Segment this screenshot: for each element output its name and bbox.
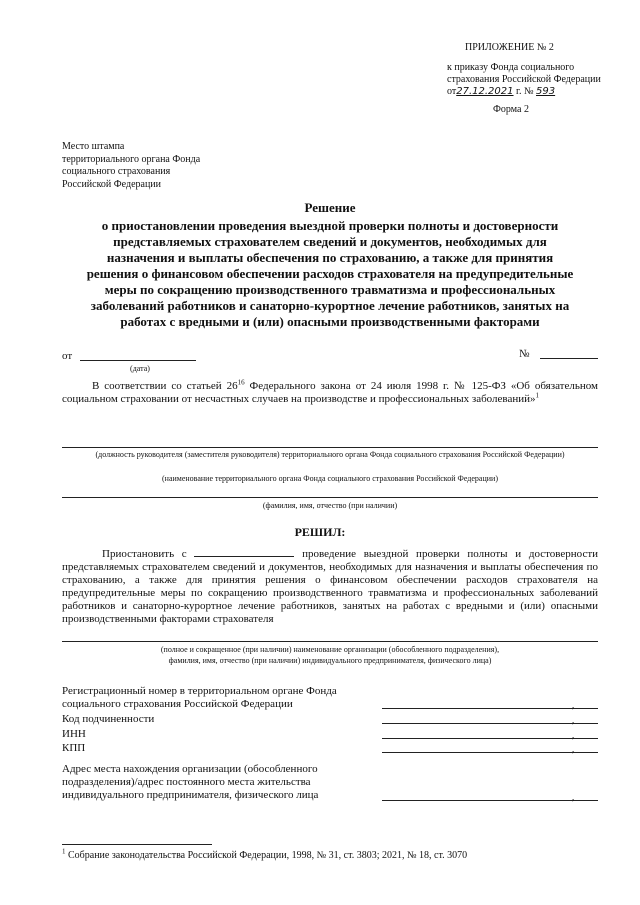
- title-line: представляемых страхователем сведений и документов, необходимых для: [113, 234, 547, 249]
- fio-caption: (фамилия, имя, отчество (при наличии): [262, 501, 398, 510]
- decision-paragraph: [62, 546, 598, 626]
- stamp-line: территориального органа Фонда: [62, 153, 201, 165]
- order-date-prefix: от: [447, 86, 457, 97]
- from-label: от: [62, 350, 73, 362]
- address-label-3: индивидуального предпринимателя, физического лица: [62, 789, 319, 801]
- address-label-2: подразделения)/адрес постоянного места жительства: [62, 776, 311, 788]
- footnote-reference: 1: [535, 391, 540, 400]
- title-heading: Решение: [304, 200, 356, 215]
- stamp-line: социального страхования: [62, 166, 171, 177]
- number-field[interactable]: [540, 358, 598, 359]
- footnote: [62, 847, 468, 862]
- subordination-field[interactable]: [382, 723, 598, 724]
- form-number: Форма 2: [493, 104, 529, 115]
- order-number-prefix: г. №: [516, 86, 534, 97]
- kpp-label: КПП: [62, 742, 86, 754]
- date-caption: (дата): [130, 364, 150, 373]
- decision-text-end: проведение выездной проверки полноты и достоверности представляемых страхователем сведений и документов, необходимых для назначения и выплаты обеспечения по страхованию, а также для принятия решения о финансовом обеспечении расходов страхователя на предупредительные меры по сокращению производственного травматизма и профессиональных заболеваний работников и санаторно-курортное лечение работников, занятых на работах с вредными и (или) опасными производственными факторами страхователя: [62, 548, 599, 625]
- legal-basis-paragraph: [62, 380, 598, 406]
- appendix-number: ПРИЛОЖЕНИЕ № 2: [465, 42, 554, 53]
- fio-field[interactable]: [62, 497, 598, 498]
- title-line: меры по сокращению производственного травматизма и профессиональных: [104, 282, 556, 297]
- official-caption-1: (должность руководителя (заместителя руководителя) территориального органа Фонда социального страхования Российской Федерации): [95, 450, 565, 459]
- number-label: №: [519, 348, 530, 360]
- legal-basis-text-end: Федерального закона от 24 июля 1998 г. № 125-ФЗ «Об обязательном социальном страховании от несчастных случаев на производстве и профессиональных заболеваний»: [62, 380, 598, 405]
- order-date-line: [447, 86, 627, 98]
- article-superscript: 16: [237, 378, 245, 387]
- official-field[interactable]: [62, 447, 598, 448]
- order-date-handwritten: 27.12.2021: [456, 86, 514, 97]
- decision-text-start: Приостановить с: [102, 548, 187, 560]
- kpp-field[interactable]: [382, 752, 598, 753]
- stamp-line: Место штампа: [62, 141, 125, 152]
- order-reference-line-2: страхования Российской Федерации: [447, 74, 601, 85]
- appendix-header: [447, 42, 627, 116]
- footnote-mark: 1: [62, 847, 66, 856]
- title-line: заболеваний работников и санаторно-курортное лечение работников, занятых на: [90, 298, 570, 313]
- reg-number-field[interactable]: [382, 708, 598, 709]
- insurer-caption-1: (полное и сокращенное (при наличии) наименование организации (обособленного подразделения),: [160, 645, 500, 654]
- decision-heading: РЕШИЛ:: [294, 525, 346, 539]
- insurer-field[interactable]: [62, 641, 598, 642]
- address-field[interactable]: [382, 800, 598, 801]
- title-line: решения о финансовом обеспечении расходов страхователя на предупредительные: [86, 266, 574, 281]
- reg-number-comma: ,: [572, 700, 575, 710]
- kpp-comma: ,: [572, 744, 575, 754]
- suspend-date-field[interactable]: [194, 546, 294, 557]
- stamp-line: Российской Федерации: [62, 178, 162, 190]
- subordination-comma: ,: [572, 715, 575, 725]
- inn-field[interactable]: [382, 738, 598, 739]
- address-label-1: Адрес места нахождения организации (обособленного: [62, 763, 318, 775]
- insurer-caption-2: фамилия, имя, отчество (при наличии) индивидуального предпринимателя, физического лица): [168, 656, 492, 665]
- subordination-label: Код подчиненности: [62, 713, 155, 725]
- official-caption-2: (наименование территориального органа Фонда социального страхования Российской Федерации): [162, 474, 498, 483]
- address-comma: ,: [572, 792, 575, 802]
- title-line: работах с вредными и (или) опасными производственными факторами: [120, 314, 540, 329]
- inn-comma: ,: [572, 730, 575, 740]
- order-reference-line-1: к приказу Фонда социального: [447, 62, 575, 73]
- footnote-separator: [62, 844, 212, 845]
- footnote-text: Собрание законодательства Российской Федерации, 1998, № 31, ст. 3803; 2021, № 18, ст. 3070: [68, 850, 468, 861]
- document-title: [60, 200, 600, 330]
- title-line: о приостановлении проведения выездной проверки полноты и достоверности: [101, 218, 559, 233]
- reg-number-label-1: Регистрационный номер в территориальном органе Фонда: [62, 685, 337, 697]
- order-number-handwritten: 593: [536, 86, 556, 97]
- legal-basis-text-start: В соответствии со статьей 26: [92, 380, 238, 392]
- date-field[interactable]: [80, 360, 196, 361]
- stamp-placeholder: [62, 141, 262, 191]
- reg-number-label-2: социального страхования Российской Федерации: [62, 698, 293, 710]
- inn-label: ИНН: [62, 728, 86, 740]
- title-line: назначения и выплаты обеспечения по страхованию, а также для принятия: [106, 250, 554, 265]
